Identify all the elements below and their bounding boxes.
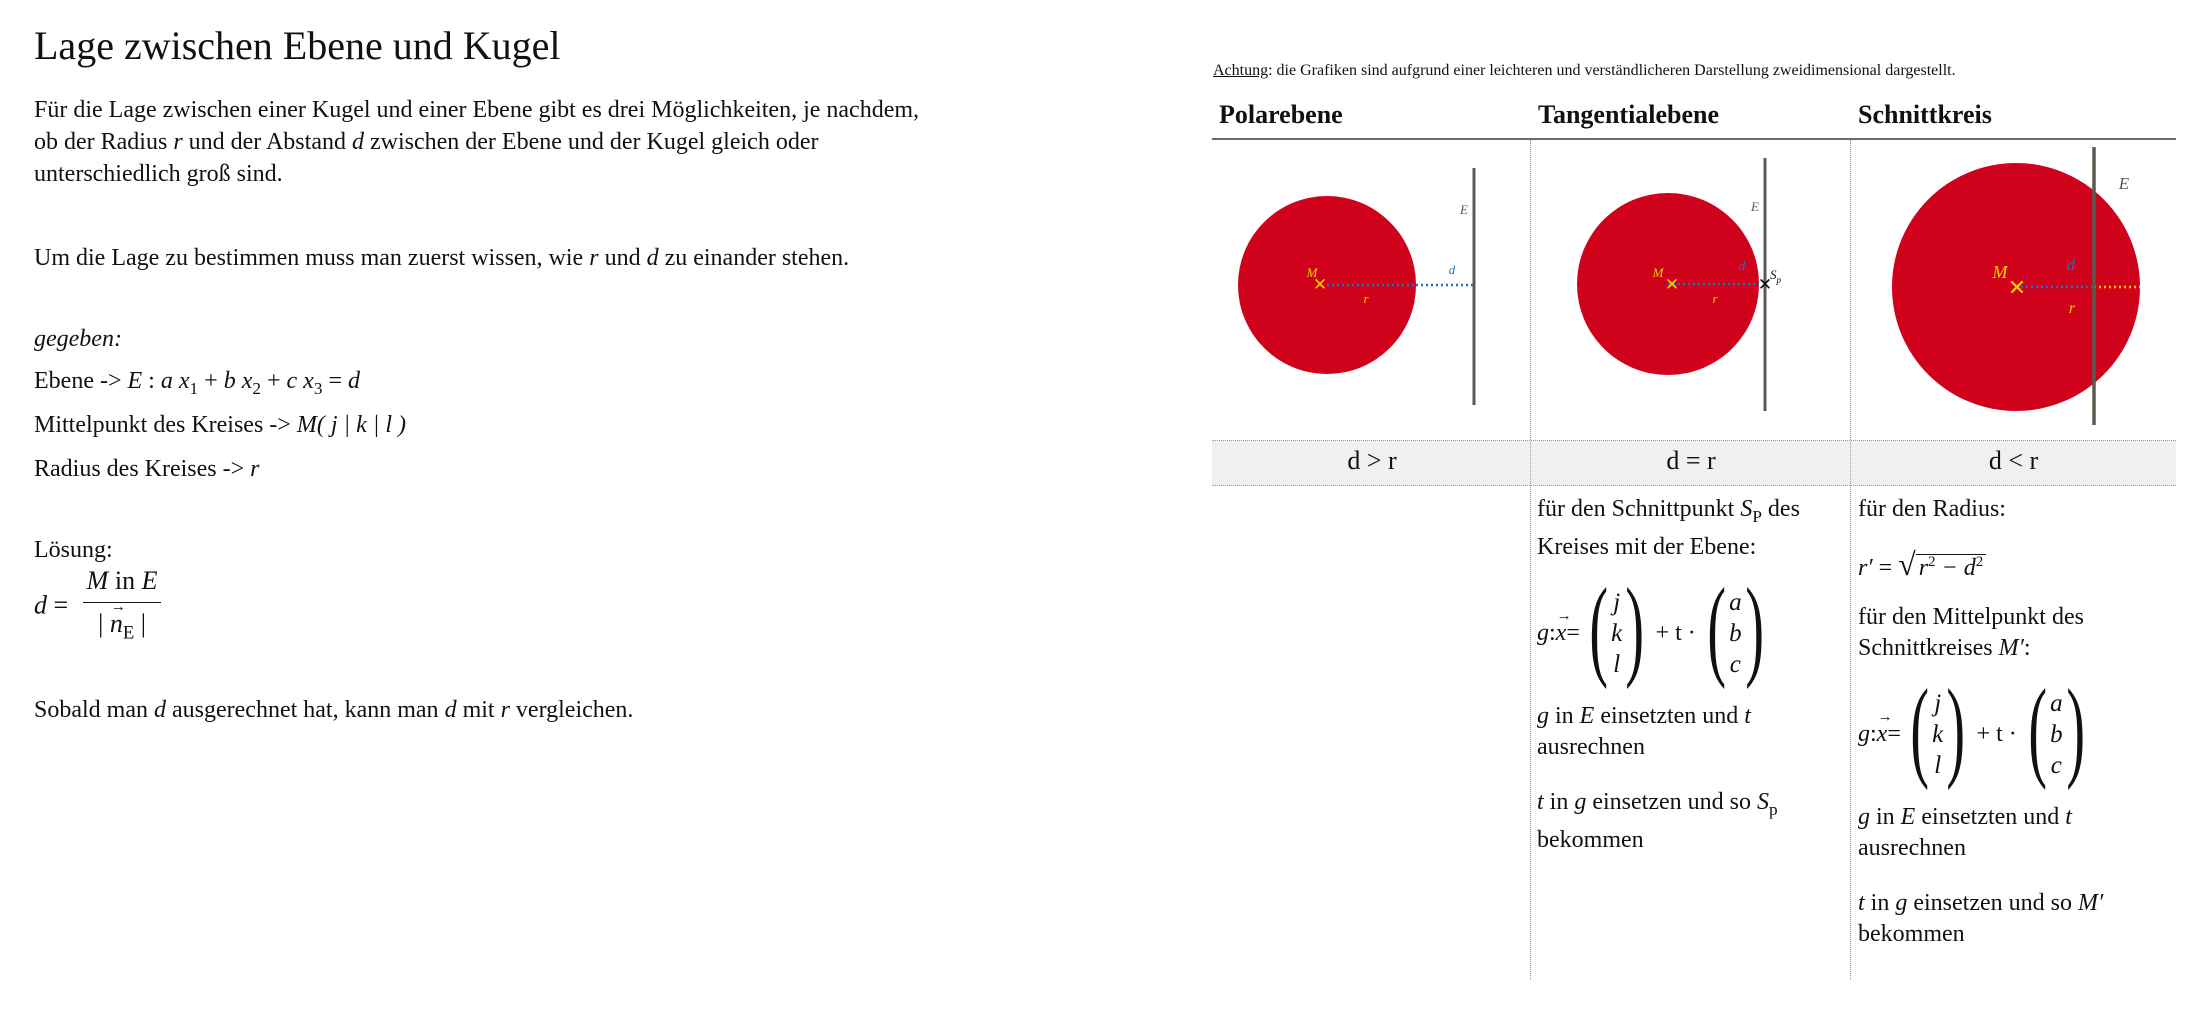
tangent-step-1: g in E einsetzten und t ausrechnen (1537, 703, 1751, 761)
intro-line-2: ob der Radius r und der Abstand d zwischen der Ebene und der Kugel gleich oder (34, 129, 819, 155)
diagram-tangentialebene (1577, 158, 1782, 411)
schnitt-radius-intro: für den Radius: (1858, 496, 2006, 522)
radius-label: r (1712, 291, 1718, 306)
diagram-schnittkreis (1892, 147, 2140, 425)
distance-formula: d = $\frac{\text{M in E}}{| \to n_E |}$ (34, 566, 161, 649)
plane-label: E (1460, 202, 1468, 217)
intro-line-3: unterschiedlich groß sind. (34, 161, 283, 187)
schnitt-instructions (1858, 494, 2168, 950)
radius-label: r (2068, 300, 2076, 317)
sphere-plane-diagrams (1212, 140, 2176, 440)
schnitt-line-equation: g : → x = ( j k l ) + t · ( a b c ) (1858, 678, 2168, 790)
tangent-line-equation: g : → x = ( j k l ) + t · ( a b c ) (1537, 577, 1842, 689)
given-mittelpunkt: Mittelpunkt des Kreises -> M( j | k | l ) (34, 412, 406, 438)
diagram-polarebene (1238, 168, 1474, 405)
distance-label: d (2067, 257, 2075, 274)
vector-jkl: ( j k l ) (1589, 566, 1645, 691)
tangent-instructions (1537, 494, 1842, 856)
plane-label: E (1751, 199, 1759, 214)
tangent-step-2: t in g einsetzen und so $S_p$ bekommen (1537, 789, 1778, 854)
center-label: M (1652, 265, 1664, 280)
center-label: M (1306, 265, 1318, 280)
radius-label: r (1363, 291, 1369, 306)
lage-paragraph: Um die Lage zu bestimmen muss man zuerst wissen, wie r und d zu einander stehen. (34, 245, 850, 271)
closing-paragraph: Sobald man d ausgerechnet hat, kann man d mit r vergleichen. (34, 697, 634, 723)
tangent-intro: für den Schnittpunkt $S_P$ des Kreises mit der Ebene: (1537, 496, 1800, 561)
given-radius: Radius des Kreises -> r (34, 456, 260, 482)
vector-jkl: ( j k l ) (1910, 667, 1966, 791)
column-header-polarebene: Polarebene (1219, 100, 1343, 129)
comparison-tangentialebene: d = r (1666, 446, 1716, 475)
comparison-polarebene: d > r (1347, 446, 1397, 475)
center-label: M (1992, 262, 2008, 282)
solution-label: Lösung: (34, 537, 113, 563)
plane-label: E (2118, 174, 2130, 193)
distance-label: d (1738, 258, 1746, 273)
column-header-schnittkreis: Schnittkreis (1858, 100, 1992, 129)
distance-label: d (1448, 262, 1456, 277)
formula-fraction: $\frac{\text{M in E}}{| \to n_E |}$ (83, 566, 162, 649)
schnitt-radius-formula: r′ = √ $r^2 - d^2$ (1858, 547, 2168, 584)
attention-note: Achtung: die Grafiken sind aufgrund einer leichteren und verständlicheren Darstellung zweidimensional dargestellt. (1213, 62, 1956, 79)
tangent-point-label: $S_p$ (1770, 267, 1781, 285)
vector-abc: ( a b c ) (2028, 667, 2085, 791)
intro-paragraph (34, 94, 919, 190)
center-marker-icon: ✕ (1312, 275, 1328, 294)
given-ebene: Ebene -> E : a $x_1 + b$ $x_2 + c$ $x_3 = d$ (34, 368, 361, 399)
given-label: gegeben: (34, 326, 122, 352)
schnitt-step-1: g in E einsetzten und t ausrechnen (1858, 804, 2072, 861)
center-marker-icon: ✕ (1664, 275, 1680, 294)
vector-abc: ( a b c ) (1707, 566, 1764, 691)
schnitt-center-intro: für den Mittelpunkt des Schnittkreises M′: (1858, 604, 2084, 661)
page-title: Lage zwischen Ebene und Kugel (34, 23, 561, 68)
center-marker-icon: ✕ (2007, 275, 2027, 300)
schnitt-step-2: t in g einsetzen und so M′ bekommen (1858, 890, 2104, 947)
comparison-schnittkreis: d < r (1988, 446, 2039, 475)
column-header-tangentialebene: Tangentialebene (1538, 100, 1720, 129)
intro-line-1: Für die Lage zwischen einer Kugel und einer Ebene gibt es drei Möglichkeiten, je nachdem, (34, 97, 920, 123)
tangent-point-marker-icon: ✕ (1757, 275, 1773, 294)
